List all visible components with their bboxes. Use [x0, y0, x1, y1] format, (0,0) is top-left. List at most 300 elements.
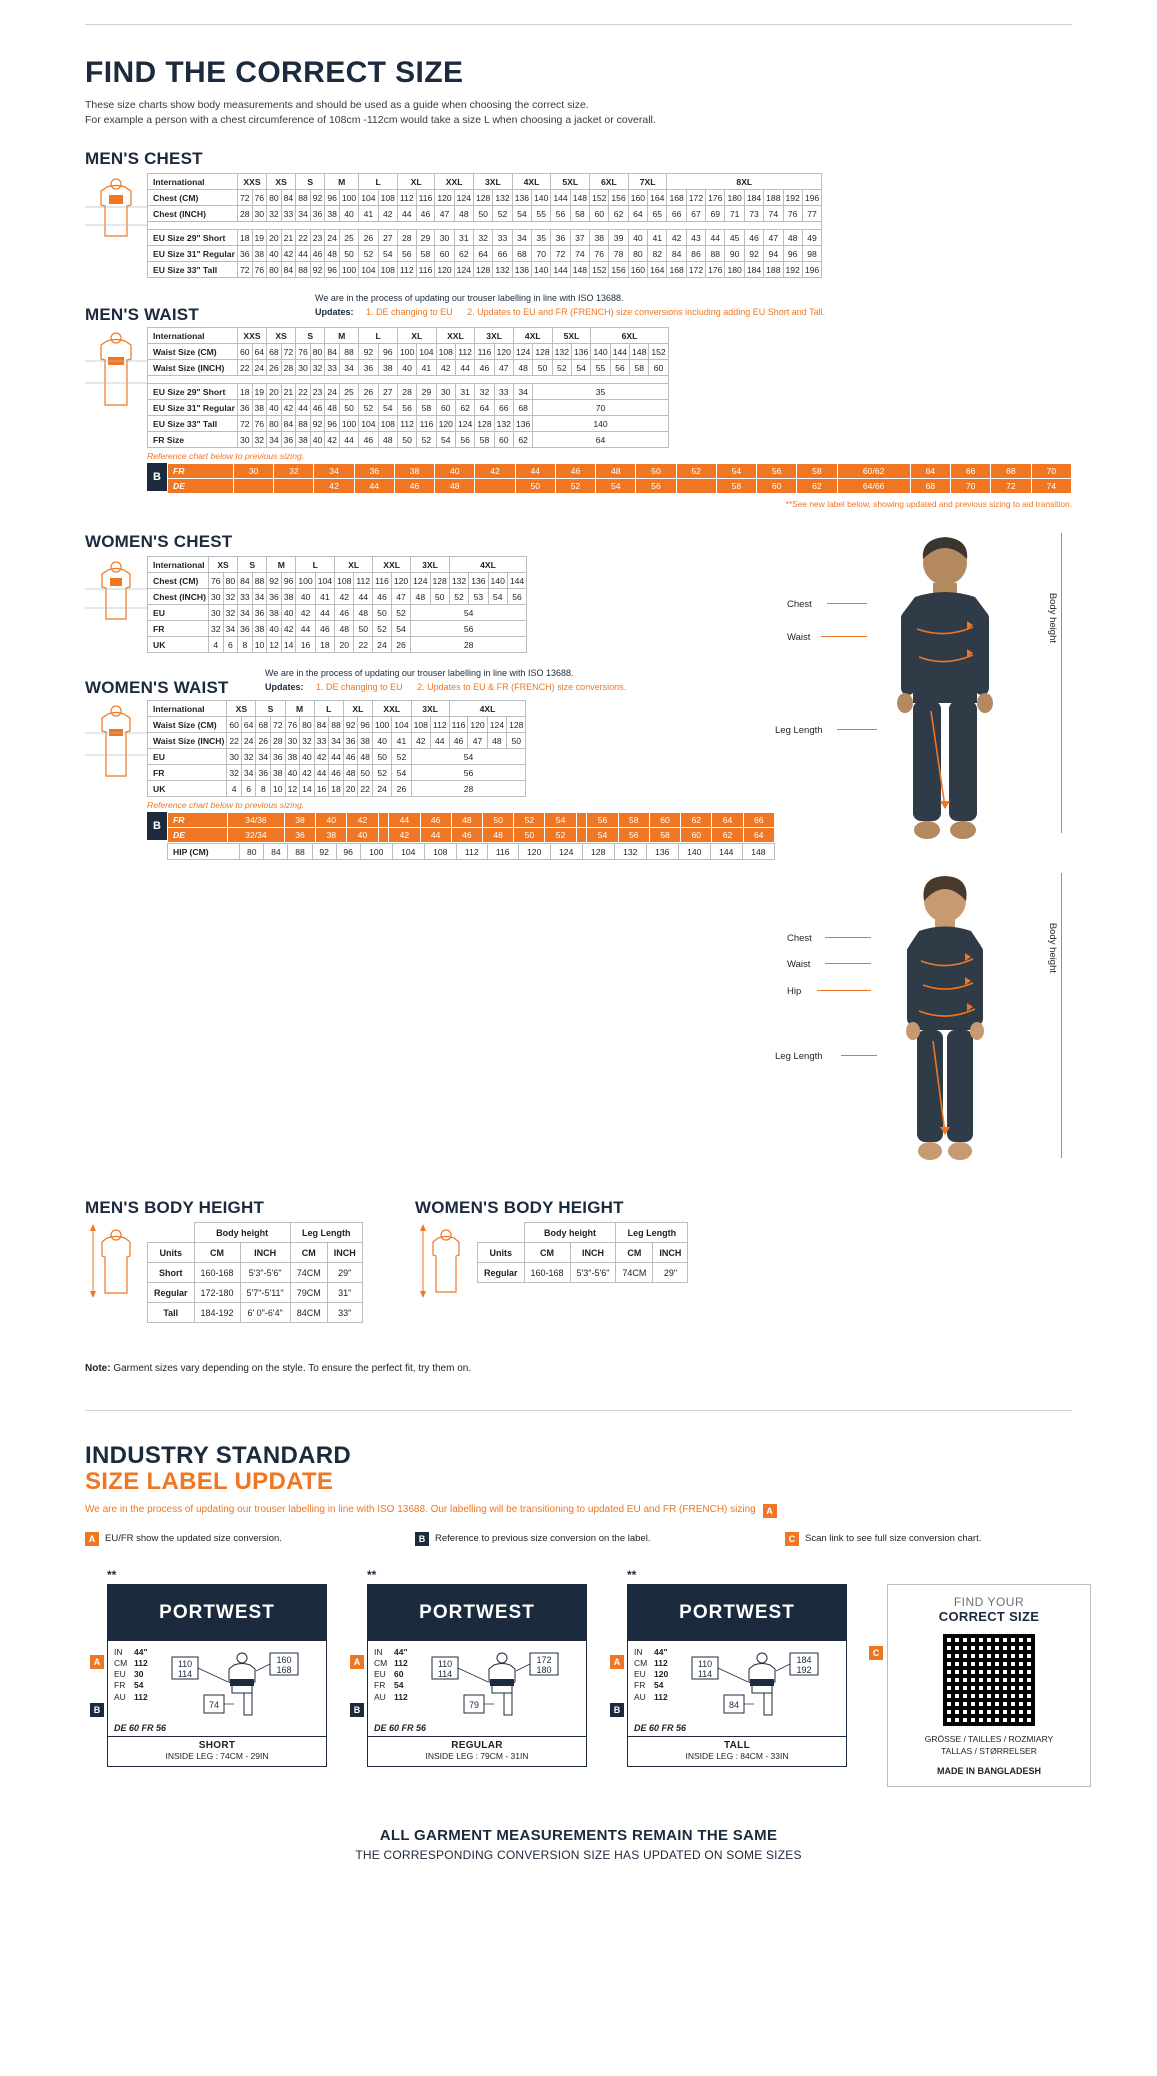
model-figures: [775, 533, 1072, 1173]
ref-cell: 60: [649, 813, 680, 828]
table-cell: 5'3"-5'6": [240, 1263, 290, 1283]
table-cell: 76: [285, 717, 300, 733]
table-cell: 140: [532, 262, 551, 278]
group-header: Leg Length: [290, 1223, 362, 1243]
table-cell: 50: [507, 733, 526, 749]
table-cell: 112: [397, 190, 416, 206]
ref-cell: [274, 479, 314, 494]
industry-subtitle: [85, 1504, 1072, 1518]
table-cell: 100: [339, 416, 358, 432]
table-cell: 22: [354, 637, 373, 653]
garment-note-label: Note:: [85, 1363, 111, 1375]
table-cell: 58: [630, 360, 649, 376]
table-cell: 28: [237, 206, 252, 222]
table-cell: 4XL: [512, 174, 551, 190]
table-cell: 144: [551, 190, 570, 206]
table-cell: 36: [281, 432, 296, 448]
table-cell: 74CM: [290, 1263, 327, 1283]
table-cell: XXL: [372, 701, 411, 717]
mens-body-height-table: [147, 1222, 363, 1323]
table-cell: 60: [237, 344, 252, 360]
label-footer: [368, 1736, 586, 1766]
ref-cell: 58: [716, 479, 756, 494]
table-cell: 112: [430, 717, 449, 733]
label-tag-a: A: [610, 1655, 624, 1669]
table-cell: 38: [285, 749, 300, 765]
table-cell: 3XL: [411, 701, 449, 717]
table-cell: 4: [227, 781, 242, 797]
qr-title-1: FIND YOUR: [953, 1594, 1025, 1609]
table-cell: 60: [436, 400, 455, 416]
table-cell: 90: [725, 246, 744, 262]
table-cell: 192: [783, 190, 802, 206]
table-cell: 128: [474, 190, 493, 206]
table-cell: 36: [237, 400, 252, 416]
table-cell: 88: [252, 573, 267, 589]
table-cell: 54: [488, 589, 507, 605]
table-cell: 27: [378, 384, 397, 400]
label-size-value: 112: [394, 1658, 408, 1669]
mens-waist-heading: MEN'S WAIST: [85, 305, 199, 325]
ref-cell: 74: [1031, 479, 1072, 494]
label-card-wrapper: [93, 1567, 327, 1767]
label-inside-leg: INSIDE LEG : 84CM - 33IN: [685, 1750, 789, 1761]
ref-cell: [234, 479, 274, 494]
table-cell: 44: [706, 230, 725, 246]
label-footer: [108, 1736, 326, 1766]
table-cell: 25: [339, 230, 358, 246]
row-label: Waist Size (CM): [148, 344, 238, 360]
table-cell: 6XL: [590, 174, 629, 190]
table-cell: 120: [518, 844, 550, 860]
label-figure: [148, 1647, 322, 1719]
label-size-row: [374, 1692, 408, 1703]
table-cell: 168: [667, 190, 686, 206]
table-cell: 58: [475, 432, 494, 448]
table-cell: 55: [532, 206, 551, 222]
key-b-badge: B: [415, 1532, 429, 1546]
table-cell: 88: [329, 717, 344, 733]
table-row: [148, 206, 822, 222]
label-size-row: [114, 1647, 148, 1658]
table-cell: 112: [456, 844, 487, 860]
womens-waist-ref-table: [167, 812, 775, 843]
table-cell: 96: [325, 416, 340, 432]
table-cell: 24: [372, 781, 391, 797]
qr-code[interactable]: [943, 1634, 1035, 1726]
row-label: Regular: [478, 1263, 525, 1283]
table-subheader-row: [478, 1243, 688, 1263]
table-cell: 6XL: [591, 328, 668, 344]
garment-label: [613, 1584, 847, 1767]
table-cell: 46: [335, 605, 354, 621]
row-label: Tall: [148, 1303, 195, 1323]
ref-row-label: DE: [168, 828, 228, 843]
svg-text:110: 110: [437, 1658, 453, 1669]
table-cell: 104: [392, 844, 424, 860]
table-subheader-row: [148, 1243, 363, 1263]
table-cell: 62: [454, 246, 473, 262]
table-cell: 48: [325, 400, 340, 416]
table-cell: 88: [339, 344, 358, 360]
table-cell: 7XL: [628, 174, 667, 190]
table-cell: 30: [252, 206, 267, 222]
garment-note: [85, 1363, 1072, 1374]
table-cell: 31: [455, 384, 474, 400]
table-cell: 34: [329, 733, 344, 749]
table-cell: 52: [552, 360, 571, 376]
ref-cell: 48: [435, 479, 475, 494]
table-cell: S: [296, 174, 325, 190]
table-cell: 84: [264, 844, 288, 860]
table-cell: 116: [416, 190, 435, 206]
table-cell: 112: [397, 262, 416, 278]
table-cell: 92: [310, 190, 325, 206]
row-label: EU Size 29" Short: [148, 230, 238, 246]
table-cell: 24: [252, 360, 267, 376]
table-cell: 47: [435, 206, 454, 222]
table-cell: 44: [296, 621, 315, 637]
table-cell: 124: [455, 416, 474, 432]
table-cell: 4XL: [449, 701, 526, 717]
table-cell: 46: [315, 621, 334, 637]
table-cell: 48: [325, 246, 340, 262]
table-cell: 80: [267, 416, 282, 432]
table-cell: 29: [417, 384, 436, 400]
table-cell: 112: [397, 416, 416, 432]
row-label: International: [148, 174, 238, 190]
table-cell: 58: [416, 246, 435, 262]
table-cell: 23: [310, 230, 325, 246]
table-cell: 84: [281, 190, 296, 206]
label-size-value: 44": [134, 1646, 148, 1657]
womens-body-height-heading: WOMEN'S BODY HEIGHT: [415, 1198, 624, 1218]
table-cell: 20: [267, 384, 282, 400]
sub-header: INCH: [570, 1243, 616, 1263]
table-cell: 22: [296, 230, 311, 246]
ref-cell: 44: [389, 813, 420, 828]
male-label-body-height: Body height: [1047, 593, 1058, 644]
table-cell: 48: [358, 749, 373, 765]
ref-cell: 62: [681, 813, 712, 828]
table-cell: 21: [281, 230, 296, 246]
label-size-value: 44": [394, 1646, 408, 1657]
table-cell: 18: [315, 637, 334, 653]
garment-label: [93, 1584, 327, 1767]
ref-cell: 46: [451, 828, 482, 843]
table-cell: 68: [512, 246, 531, 262]
table-cell: 76: [783, 206, 802, 222]
mens-body-height-heading: MEN'S BODY HEIGHT: [85, 1198, 265, 1218]
section-divider: [85, 1410, 1072, 1411]
table-cell: 68: [513, 400, 532, 416]
ref-cell: 42: [389, 828, 420, 843]
table-cell: 56: [551, 206, 570, 222]
label-tag-a: A: [350, 1655, 364, 1669]
table-cell: 104: [359, 190, 378, 206]
row-label: International: [148, 328, 238, 344]
table-cell: 160: [628, 262, 647, 278]
female-leader-waist: [825, 963, 871, 964]
table-cell: 69: [706, 206, 725, 222]
table-cell: 6: [241, 781, 256, 797]
womens-waist-table: [147, 700, 526, 797]
label-card-wrapper: [353, 1567, 587, 1767]
table-cell: 28: [397, 230, 416, 246]
table-cell: 124: [454, 262, 473, 278]
table-cell: 38: [267, 605, 282, 621]
table-cell: 72: [551, 246, 570, 262]
table-row: [148, 621, 527, 637]
table-cell: 136: [572, 344, 591, 360]
table-cell: 62: [609, 206, 628, 222]
table-cell: 54: [512, 206, 531, 222]
table-cell: 24: [325, 230, 340, 246]
table-cell: 52: [417, 432, 436, 448]
table-cell: 31: [454, 230, 473, 246]
ref-cell: [576, 828, 587, 843]
male-label-chest: Chest: [787, 599, 812, 611]
table-cell: 47: [391, 589, 410, 605]
table-cell: 52: [373, 621, 392, 637]
table-cell: 54: [378, 400, 397, 416]
sub-header: CM: [616, 1243, 653, 1263]
table-cell: 32: [310, 360, 325, 376]
table-cell: 53: [469, 589, 488, 605]
table-cell: 42: [314, 749, 329, 765]
table-cell: 160: [628, 190, 647, 206]
womens-waist-ref-badge: B: [147, 812, 167, 840]
table-cell: 152: [590, 190, 609, 206]
female-height-axis: [1061, 873, 1062, 1158]
ref-cell: 46: [394, 479, 434, 494]
table-cell: L: [314, 701, 343, 717]
female-label-hip: Hip: [787, 986, 802, 998]
table-header-row: [478, 1223, 688, 1243]
table-cell: 116: [373, 573, 392, 589]
label-size-row: [634, 1692, 668, 1703]
table-cell: 148: [570, 190, 589, 206]
table-cell: 172-180: [194, 1283, 240, 1303]
table-cell: 40: [372, 733, 391, 749]
intro-text: [85, 98, 1072, 128]
womens-waist-updates-label: Updates:: [265, 681, 304, 692]
mens-waist-update-1: 1. DE changing to EU: [366, 306, 453, 317]
table-cell: 16: [296, 637, 315, 653]
table-cell: 67: [686, 206, 705, 222]
male-leader-chest: [827, 603, 867, 604]
ref-cell: [378, 813, 389, 828]
label-figure: [408, 1647, 582, 1719]
table-cell: 52: [359, 246, 378, 262]
row-label: EU Size 31" Regular: [148, 246, 238, 262]
industry-subtitle-text: We are in the process of updating our trouser labelling in line with ISO 13688. Our labelling will be transitioning to updated EU and FR (FRENCH) sizing: [85, 1503, 756, 1515]
table-cell: 42: [667, 230, 686, 246]
table-cell: 136: [512, 190, 531, 206]
ref-cell: 52: [514, 813, 545, 828]
ref-cell: 60: [681, 828, 712, 843]
table-row: [148, 1263, 363, 1283]
label-inside-leg: INSIDE LEG : 79CM - 31IN: [425, 1750, 529, 1761]
label-size-row: [374, 1669, 408, 1680]
row-label: International: [148, 557, 209, 573]
table-cell: 34: [256, 749, 271, 765]
table-cell: 196: [802, 190, 821, 206]
table-cell: 120: [391, 573, 410, 589]
table-cell: 196: [802, 262, 821, 278]
table-cell: 108: [436, 344, 455, 360]
table-cell: 26: [391, 637, 410, 653]
ref-cell: 54: [596, 479, 636, 494]
table-cell: 34: [241, 765, 256, 781]
ref-cell: 70: [1031, 464, 1072, 479]
table-cell: 8XL: [667, 174, 822, 190]
label-size-key: AU: [114, 1691, 126, 1702]
table-cell: 128: [474, 262, 493, 278]
table-cell: 52: [391, 605, 410, 621]
table-cell: 38: [296, 432, 311, 448]
table-cell: 172: [686, 190, 705, 206]
label-size-row: [634, 1669, 668, 1680]
ref-cell: 40: [435, 464, 475, 479]
ref-cell: 48: [451, 813, 482, 828]
table-cell: 42: [436, 360, 455, 376]
table-cell: 120: [436, 416, 455, 432]
label-size-row: [114, 1680, 148, 1691]
table-cell: 31": [327, 1283, 362, 1303]
label-fit: REGULAR: [451, 1739, 503, 1751]
female-leader-leg: [841, 1055, 877, 1056]
table-cell: 136: [646, 844, 678, 860]
table-cell: 5'7"-5'11": [240, 1283, 290, 1303]
table-cell: 80: [267, 262, 282, 278]
table-cell: 18: [237, 384, 252, 400]
table-cell: XXL: [436, 328, 475, 344]
table-cell: 19: [252, 384, 267, 400]
table-cell: 92: [343, 717, 358, 733]
ref-cell: 72: [991, 479, 1031, 494]
table-cell: 64: [252, 344, 267, 360]
label-examples: [85, 1568, 1072, 1787]
womens-waist-figure: [85, 700, 147, 790]
table-cell: 28: [271, 733, 286, 749]
mens-waist-updates-label: Updates:: [315, 306, 354, 317]
table-cell: 54: [411, 605, 527, 621]
qr-card-wrapper: [872, 1584, 1091, 1787]
male-leader-leg: [837, 729, 877, 730]
table-cell: 36: [271, 749, 286, 765]
garment-note-text: Garment sizes vary depending on the style. To ensure the perfect fit, try them on.: [110, 1363, 472, 1375]
table-cell: 96: [783, 246, 802, 262]
table-cell: 54: [378, 246, 397, 262]
table-cell: 35: [532, 230, 551, 246]
table-row: [148, 190, 822, 206]
label-size-key: FR: [634, 1680, 646, 1691]
label-body: [108, 1641, 326, 1721]
female-label-waist: Waist: [787, 959, 811, 971]
ref-row: [168, 828, 775, 843]
ref-cell: 50: [483, 813, 514, 828]
ref-cell: 34: [314, 464, 354, 479]
table-row: [148, 573, 527, 589]
table-row: [148, 360, 669, 376]
table-cell: 50: [533, 360, 552, 376]
table-cell: 76: [296, 344, 311, 360]
ref-cell: 56: [618, 828, 649, 843]
ref-cell: 34/36: [228, 813, 285, 828]
table-cell: 80: [267, 190, 282, 206]
table-cell: 80: [300, 717, 315, 733]
table-cell: 5'3"-5'6": [570, 1263, 616, 1283]
table-cell: 92: [359, 344, 378, 360]
table-cell: 38: [358, 733, 373, 749]
label-size-key: EU: [114, 1669, 126, 1680]
table-cell: 84: [281, 416, 296, 432]
svg-text:74: 74: [208, 1699, 219, 1710]
brand-banner: [628, 1585, 846, 1641]
table-cell: 26: [256, 733, 271, 749]
table-cell: 40: [285, 765, 300, 781]
table-cell: 40: [281, 605, 296, 621]
table-cell: 44: [430, 733, 449, 749]
ref-cell: 56: [757, 464, 797, 479]
table-cell: 32: [267, 206, 282, 222]
brand-name: PORTWEST: [159, 1601, 275, 1623]
table-cell: 46: [449, 733, 468, 749]
table-cell: 88: [296, 262, 311, 278]
table-cell: 84CM: [290, 1303, 327, 1323]
label-size-value: 112: [134, 1658, 148, 1669]
table-cell: 56: [411, 621, 527, 637]
label-asterisks: **: [107, 1567, 117, 1582]
key-a: [85, 1532, 385, 1546]
table-cell: 58: [417, 400, 436, 416]
label-asterisks: **: [627, 1567, 637, 1582]
table-cell: 56: [411, 765, 526, 781]
ref-cell: 44: [354, 479, 394, 494]
table-cell: 39: [609, 230, 628, 246]
ref-row-label: FR: [168, 464, 234, 479]
table-cell: 12: [267, 637, 282, 653]
row-label: Chest (INCH): [148, 589, 209, 605]
svg-text:84: 84: [729, 1699, 740, 1710]
table-cell: 34: [252, 589, 267, 605]
table-cell: 120: [494, 344, 513, 360]
table-cell: 76: [252, 190, 267, 206]
footer-line-1: ALL GARMENT MEASUREMENTS REMAIN THE SAME: [379, 1826, 778, 1844]
industry-title-1: INDUSTRY STANDARD: [85, 1442, 351, 1470]
page-title: FIND THE CORRECT SIZE: [85, 56, 464, 89]
table-cell: 44: [339, 432, 358, 448]
sub-header: Units: [148, 1243, 195, 1263]
table-cell: 168: [667, 262, 686, 278]
label-size-key: IN: [374, 1646, 383, 1657]
sub-header: INCH: [653, 1243, 688, 1263]
label-size-key: EU: [634, 1669, 646, 1680]
table-cell: 96: [358, 717, 373, 733]
table-spacer-row: [148, 222, 822, 230]
table-cell: 100: [339, 190, 358, 206]
table-header-row: [148, 557, 527, 573]
male-label-leg: Leg Length: [775, 725, 823, 737]
table-cell: 80: [240, 844, 264, 860]
table-cell: 72: [237, 262, 252, 278]
table-cell: 48: [454, 206, 473, 222]
ref-cell: 32: [274, 464, 314, 479]
table-cell: 108: [424, 844, 456, 860]
table-cell: 34: [238, 605, 253, 621]
ref-cell: 66: [743, 813, 774, 828]
